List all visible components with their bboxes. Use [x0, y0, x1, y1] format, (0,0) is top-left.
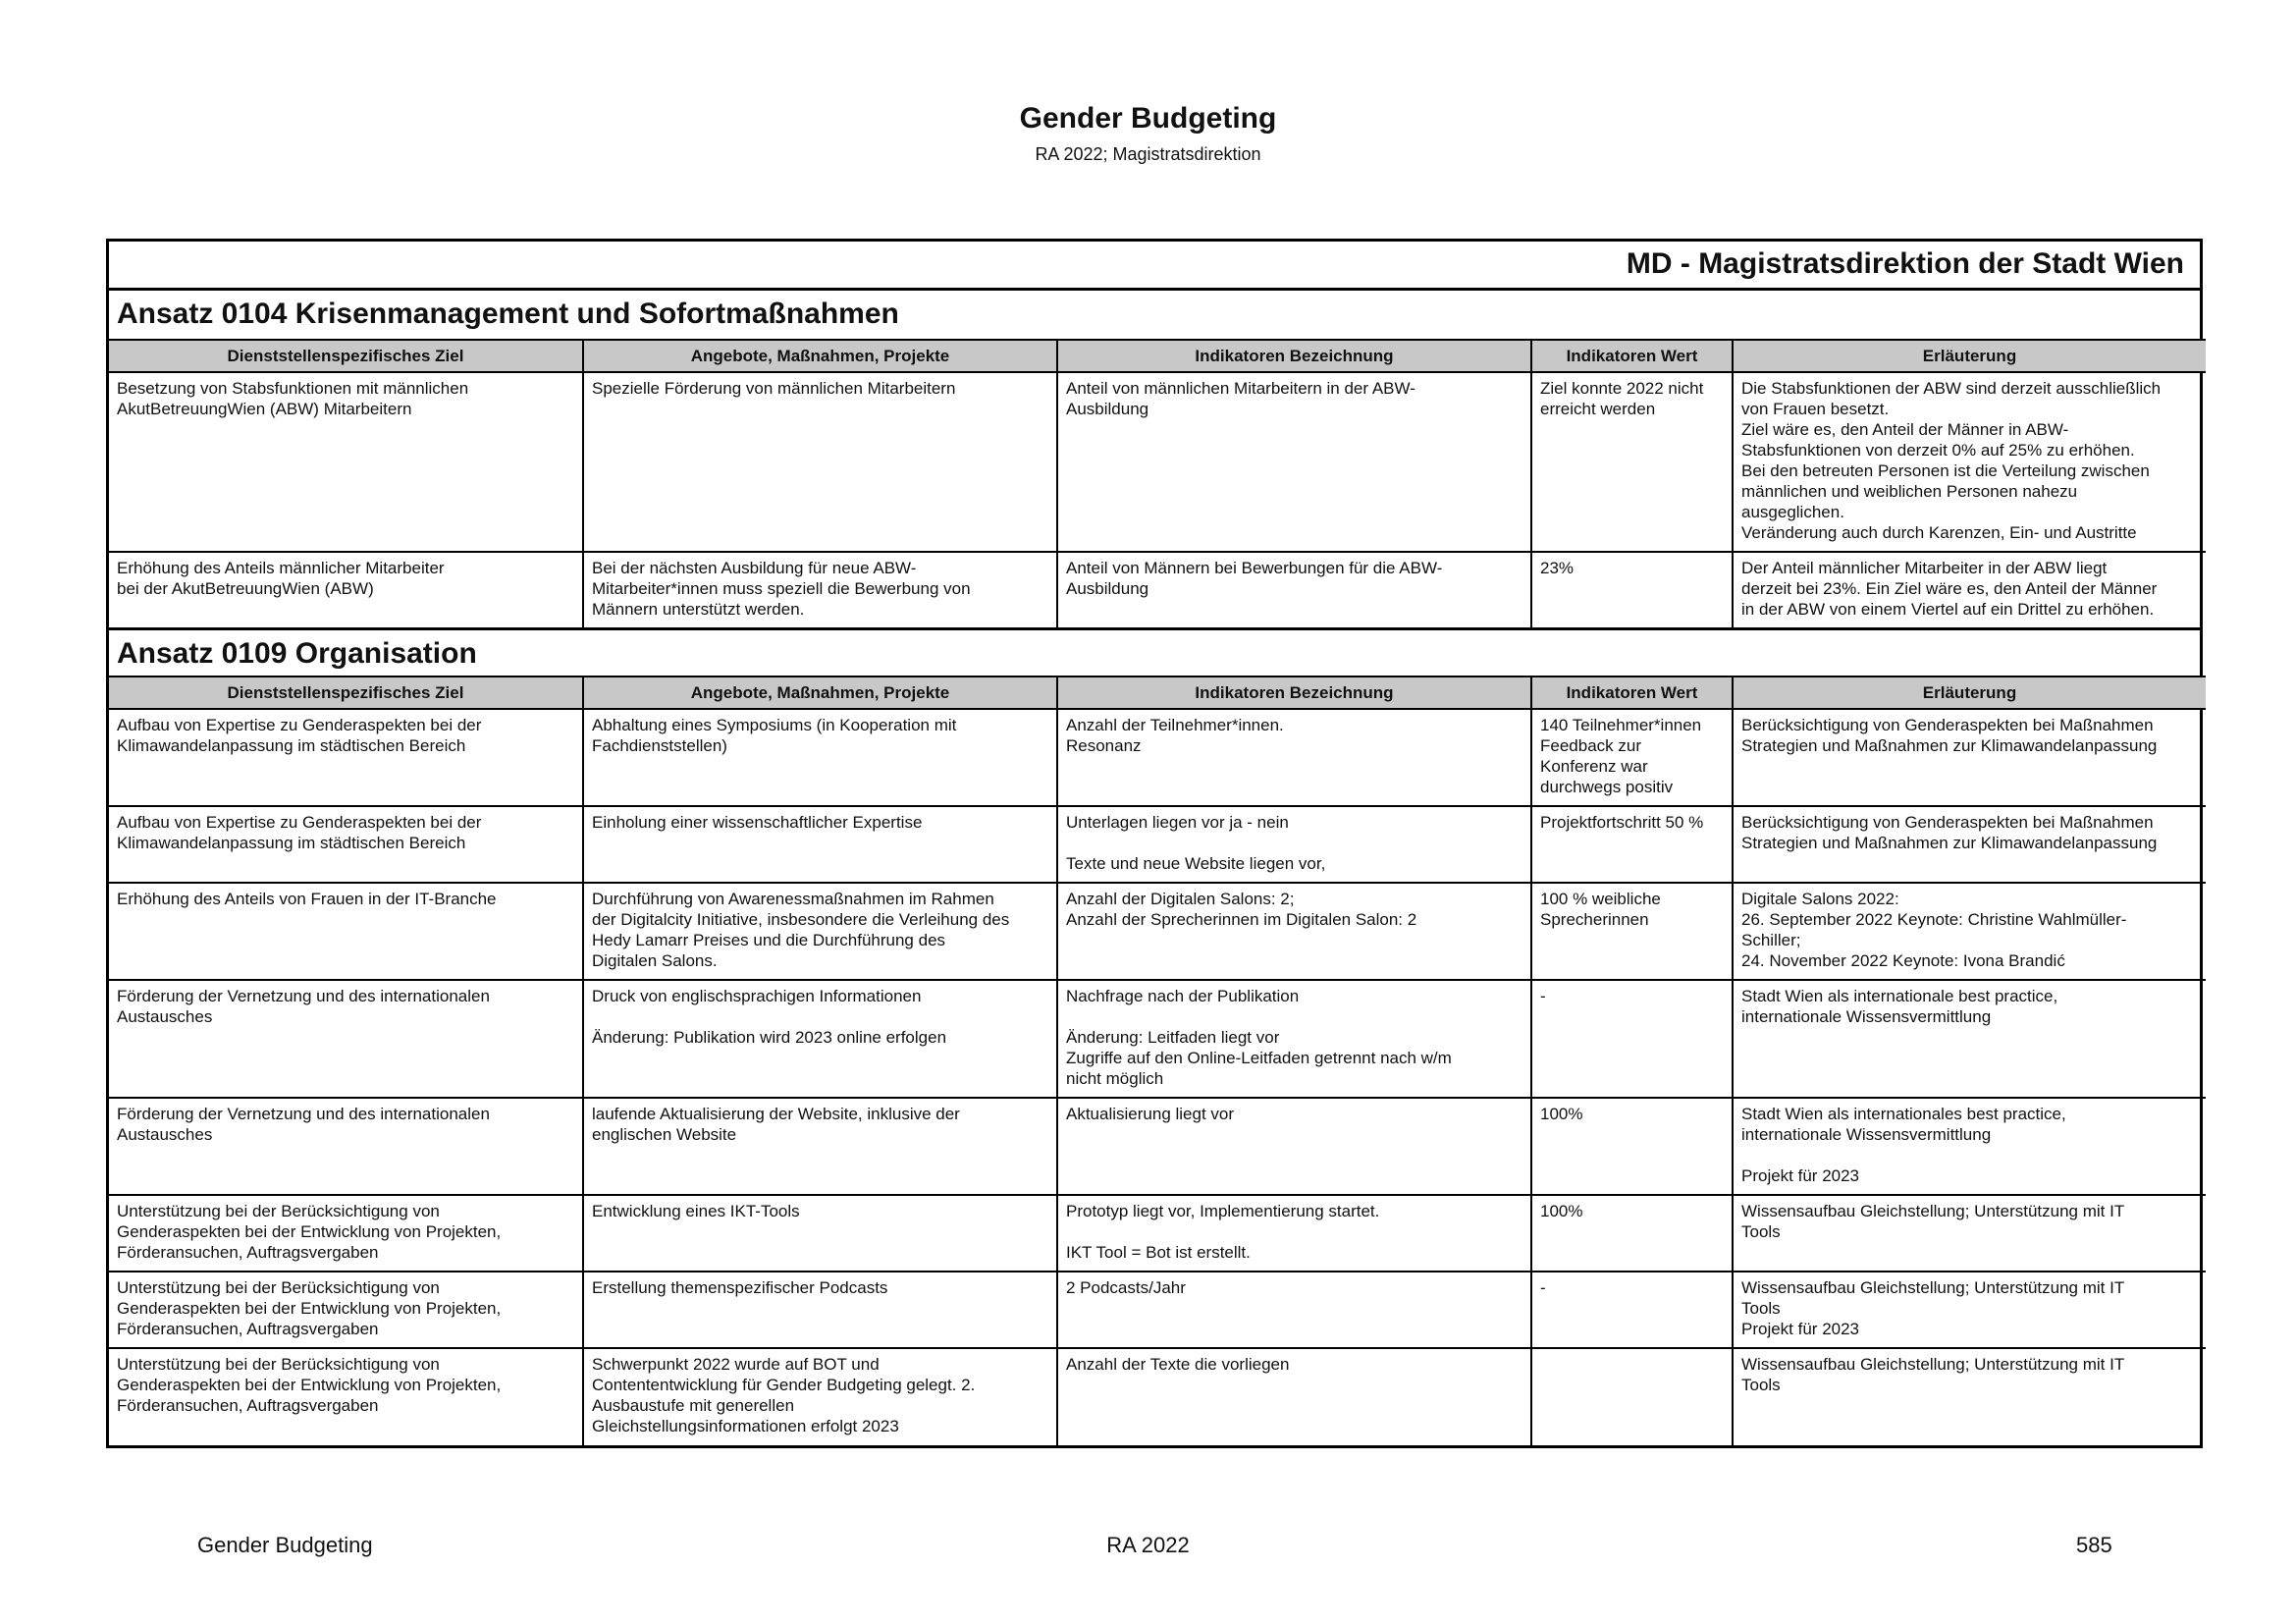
cell-wert: Ziel konnte 2022 nicht erreicht werden: [1531, 372, 1733, 552]
cell-ziel: Aufbau von Expertise zu Genderaspekten bei der Klimawandelanpassung im städtischen Bereich: [109, 806, 583, 883]
cell-wert: -: [1531, 1272, 1733, 1348]
cell-angebote: Entwicklung eines IKT-Tools: [583, 1195, 1057, 1272]
page-number: 585: [2076, 1533, 2112, 1557]
cell-angebote: Einholung einer wissenschaftlicher Expertise: [583, 806, 1057, 883]
cell-ziel: Aufbau von Expertise zu Genderaspekten bei der Klimawandelanpassung im städtischen Bereich: [109, 709, 583, 806]
table-row: [109, 1098, 2206, 1195]
table-krisenmanagement: [109, 339, 2206, 627]
cell-indikator: Prototyp liegt vor, Implementierung startet. IKT Tool = Bot ist erstellt.: [1057, 1195, 1531, 1272]
cell-ziel: Unterstützung bei der Berücksichtigung von Genderaspekten bei der Entwicklung von Projekten, Förderansuchen, Auftragsvergaben: [109, 1195, 583, 1272]
cell-erlaeuterung: Wissensaufbau Gleichstellung; Unterstützung mit IT Tools Projekt für 2023: [1733, 1272, 2206, 1348]
cell-wert: 140 Teilnehmer*innen Feedback zur Konferenz war durchwegs positiv: [1531, 709, 1733, 806]
cell-angebote: Spezielle Förderung von männlichen Mitarbeitern: [583, 372, 1057, 552]
page-title: Gender Budgeting: [1019, 102, 1277, 135]
cell-wert: 100%: [1531, 1195, 1733, 1272]
cell-indikator: Anzahl der Teilnehmer*innen. Resonanz: [1057, 709, 1531, 806]
cell-erlaeuterung: Berücksichtigung von Genderaspekten bei Maßnahmen Strategien und Maßnahmen zur Klimawandelanpassung: [1733, 709, 2206, 806]
column-header-indikatoren-bezeichnung: Indikatoren Bezeichnung: [1057, 677, 1531, 709]
cell-angebote: Druck von englischsprachigen Informationen Änderung: Publikation wird 2023 online erfolgen: [583, 980, 1057, 1098]
table-row: [109, 806, 2206, 883]
cell-erlaeuterung: Die Stabsfunktionen der ABW sind derzeit ausschließlich von Frauen besetzt. Ziel wäre es, den Anteil der Männer in ABW- Stabsfunktionen von derzeit 0% auf 25% zu erhöhen. Bei den betreuten Personen ist die Verteilung zwischen männlichen und weiblichen Personen nahezu ausgeglichen. Veränderung auch durch Karenzen, Ein- und Austritte: [1733, 372, 2206, 552]
cell-wert: 100%: [1531, 1098, 1733, 1195]
cell-indikator: Anteil von männlichen Mitarbeitern in der ABW- Ausbildung: [1057, 372, 1531, 552]
column-header-angebote: Angebote, Maßnahmen, Projekte: [583, 340, 1057, 372]
cell-ziel: Förderung der Vernetzung und des internationalen Austausches: [109, 1098, 583, 1195]
section-heading-0104: Ansatz 0104 Krisenmanagement und Sofortmaßnahmen: [117, 298, 899, 330]
cell-angebote: laufende Aktualisierung der Website, inklusive der englischen Website: [583, 1098, 1057, 1195]
cell-angebote: Erstellung themenspezifischer Podcasts: [583, 1272, 1057, 1348]
column-header-indikatoren-bezeichnung: Indikatoren Bezeichnung: [1057, 340, 1531, 372]
cell-wert: [1531, 1348, 1733, 1445]
cell-ziel: Erhöhung des Anteils von Frauen in der IT-Branche: [109, 883, 583, 980]
cell-erlaeuterung: Der Anteil männlicher Mitarbeiter in der ABW liegt derzeit bei 23%. Ein Ziel wäre es, den Anteil der Männer in der ABW von einem Viertel auf ein Drittel zu erhöhen.: [1733, 552, 2206, 627]
footer-center-label: RA 2022: [1106, 1533, 1190, 1557]
cell-indikator: Anzahl der Digitalen Salons: 2; Anzahl der Sprecherinnen im Digitalen Salon: 2: [1057, 883, 1531, 980]
table-header-row: [109, 677, 2206, 709]
page-subtitle: RA 2022; Magistratsdirektion: [1035, 144, 1261, 164]
cell-ziel: Förderung der Vernetzung und des internationalen Austausches: [109, 980, 583, 1098]
cell-wert: 100 % weibliche Sprecherinnen: [1531, 883, 1733, 980]
cell-indikator: Nachfrage nach der Publikation Änderung: Leitfaden liegt vor Zugriffe auf den Online-Leitfaden getrennt nach w/m nicht möglich: [1057, 980, 1531, 1098]
table-row: [109, 1195, 2206, 1272]
cell-ziel: Unterstützung bei der Berücksichtigung von Genderaspekten bei der Entwicklung von Projekten, Förderansuchen, Auftragsvergaben: [109, 1272, 583, 1348]
cell-erlaeuterung: Digitale Salons 2022: 26. September 2022 Keynote: Christine Wahlmüller- Schiller; 24. November 2022 Keynote: Ivona Brandić: [1733, 883, 2206, 980]
table-row: [109, 709, 2206, 806]
column-header-erlaeuterung: Erläuterung: [1733, 677, 2206, 709]
cell-indikator: Anteil von Männern bei Bewerbungen für die ABW- Ausbildung: [1057, 552, 1531, 627]
cell-angebote: Durchführung von Awarenessmaßnahmen im Rahmen der Digitalcity Initiative, insbesondere die Verleihung des Hedy Lamarr Preises und die Durchführung des Digitalen Salons.: [583, 883, 1057, 980]
cell-erlaeuterung: Wissensaufbau Gleichstellung; Unterstützung mit IT Tools: [1733, 1348, 2206, 1445]
section-heading-0109: Ansatz 0109 Organisation: [109, 627, 2200, 676]
cell-ziel: Besetzung von Stabsfunktionen mit männlichen AkutBetreuungWien (ABW) Mitarbeitern: [109, 372, 583, 552]
cell-indikator: Anzahl der Texte die vorliegen: [1057, 1348, 1531, 1445]
cell-angebote: Bei der nächsten Ausbildung für neue ABW- Mitarbeiter*innen muss speziell die Bewerbung von Männern unterstützt werden.: [583, 552, 1057, 627]
cell-angebote: Abhaltung eines Symposiums (in Kooperation mit Fachdienststellen): [583, 709, 1057, 806]
table-row: [109, 980, 2206, 1098]
cell-indikator: 2 Podcasts/Jahr: [1057, 1272, 1531, 1348]
column-header-erlaeuterung: Erläuterung: [1733, 340, 2206, 372]
cell-ziel: Unterstützung bei der Berücksichtigung von Genderaspekten bei der Entwicklung von Projekten, Förderansuchen, Auftragsvergaben: [109, 1348, 583, 1445]
department-title: MD - Magistratsdirektion der Stadt Wien: [109, 242, 2200, 291]
cell-wert: 23%: [1531, 552, 1733, 627]
table-row: [109, 552, 2206, 627]
cell-ziel: Erhöhung des Anteils männlicher Mitarbeiter bei der AkutBetreuungWien (ABW): [109, 552, 583, 627]
table-row: [109, 372, 2206, 552]
table-row: [109, 1272, 2206, 1348]
cell-angebote: Schwerpunkt 2022 wurde auf BOT und Contententwicklung für Gender Budgeting gelegt. 2. Ausbaustufe mit generellen Gleichstellungsinformationen erfolgt 2023: [583, 1348, 1057, 1445]
cell-indikator: Aktualisierung liegt vor: [1057, 1098, 1531, 1195]
table-row: [109, 1348, 2206, 1445]
column-header-angebote: Angebote, Maßnahmen, Projekte: [583, 677, 1057, 709]
column-header-ziel: Dienststellenspezifisches Ziel: [109, 340, 583, 372]
column-header-ziel: Dienststellenspezifisches Ziel: [109, 677, 583, 709]
table-header-row: [109, 340, 2206, 372]
cell-erlaeuterung: Berücksichtigung von Genderaspekten bei Maßnahmen Strategien und Maßnahmen zur Klimawandelanpassung: [1733, 806, 2206, 883]
column-header-indikatoren-wert: Indikatoren Wert: [1531, 677, 1733, 709]
cell-wert: Projektfortschritt 50 %: [1531, 806, 1733, 883]
table-row: [109, 883, 2206, 980]
table-organisation: [109, 676, 2206, 1445]
cell-erlaeuterung: Stadt Wien als internationales best practice, internationale Wissensvermittlung Projekt für 2023: [1733, 1098, 2206, 1195]
cell-erlaeuterung: Wissensaufbau Gleichstellung; Unterstützung mit IT Tools: [1733, 1195, 2206, 1272]
footer-left-title: Gender Budgeting: [197, 1533, 373, 1557]
cell-indikator: Unterlagen liegen vor ja - nein Texte und neue Website liegen vor,: [1057, 806, 1531, 883]
document-frame: [106, 239, 2203, 1448]
cell-wert: -: [1531, 980, 1733, 1098]
cell-erlaeuterung: Stadt Wien als internationale best practice, internationale Wissensvermittlung: [1733, 980, 2206, 1098]
column-header-indikatoren-wert: Indikatoren Wert: [1531, 340, 1733, 372]
